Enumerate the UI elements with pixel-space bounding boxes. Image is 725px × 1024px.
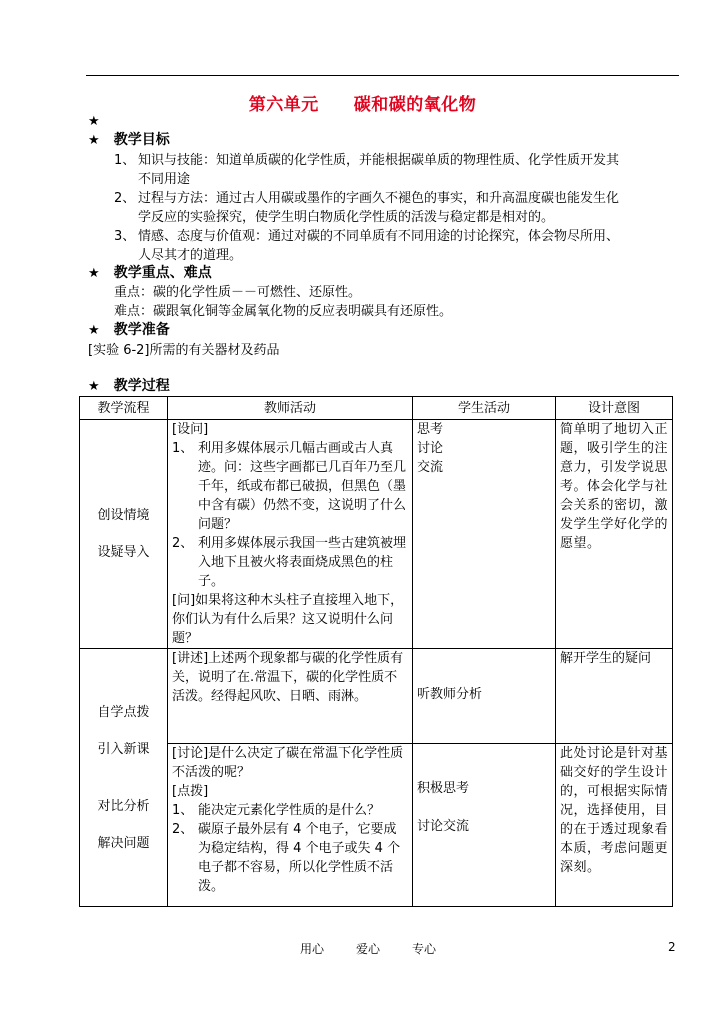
student-cell — [413, 649, 556, 907]
flow-step: 对比分析 — [97, 798, 150, 814]
column-header: 教学流程 — [80, 397, 168, 420]
item-number: 1、 — [172, 441, 194, 456]
footer-item: 用心 — [300, 942, 325, 956]
list-item — [172, 801, 408, 820]
table-header-row — [80, 397, 673, 420]
flow-cell — [80, 649, 168, 907]
star-icon: ★ — [88, 379, 100, 394]
student-part — [413, 649, 555, 743]
intent-cell — [556, 420, 673, 649]
student-activity: 交流 — [417, 460, 444, 475]
flow-step: 创设情境 — [97, 508, 150, 523]
intent-part — [556, 649, 672, 743]
focus-text: 重点：碳的化学性质－－可燃性、还原性。 — [114, 285, 362, 300]
footer-item: 专心 — [412, 942, 437, 956]
teacher-question: [问]如果将这种木头柱子直接埋入地下，你们认为有什么后果？这又说明什么问题？ — [172, 593, 404, 646]
star-icon: ★ — [88, 114, 100, 129]
page-title: 第六单元 碳和碳的氧化物 — [248, 95, 477, 115]
student-activity: 听教师分析 — [417, 687, 483, 702]
flow-step: 自学点拨 — [97, 704, 150, 720]
process-table — [79, 396, 673, 907]
goal-number: 3、 — [114, 229, 136, 244]
goal-text-line: 过程与方法：通过古人用碳或墨作的字画久不褪色的事实，和升高温度碳也能发生化 — [138, 191, 620, 206]
list-item — [172, 439, 408, 534]
teacher-cell — [168, 649, 413, 907]
student-activity: 积极思考 — [417, 781, 470, 796]
intent-cell — [556, 649, 673, 907]
student-activity: 讨论 — [417, 441, 444, 456]
goal-text-line: 学反应的实验探究，使学生明白物质化学性质的活泼与稳定都是相对的。 — [138, 210, 555, 225]
column-header: 学生活动 — [413, 397, 556, 420]
page-number: 2 — [668, 940, 676, 954]
item-text: 能决定元素化学性质的是什么？ — [198, 803, 381, 818]
student-cell — [413, 420, 556, 649]
goal-text-line: 情感、态度与价值观：通过对碳的不同单质有不同用途的讨论探究，体会物尽所用、 — [138, 229, 620, 244]
prep-heading-row — [88, 321, 170, 340]
flow-step: 引入新课 — [97, 741, 150, 757]
flow-step: 解决问题 — [97, 835, 150, 851]
item-number: 2、 — [172, 536, 194, 551]
teacher-text: [讨论]是什么决定了碳在常温下化学性质不活泼的呢？ — [172, 746, 404, 780]
star-icon: ★ — [88, 266, 100, 281]
column-header: 教师活动 — [168, 397, 413, 420]
table-row — [80, 649, 673, 907]
goal-number: 1、 — [114, 153, 136, 168]
goal-text-line: 不同用途 — [138, 172, 191, 187]
item-text: 利用多媒体展示几幅古画或古人真迹。问：这些字画都已几百年乃至几千年，纸或布都已破损，但黑色（墨中含有碳）仍然不变，这说明了什么问题？ — [198, 441, 407, 532]
student-part — [413, 744, 555, 904]
student-activity: 思考 — [417, 422, 444, 437]
goals-heading-row — [88, 131, 170, 150]
prep-heading: 教学准备 — [113, 322, 170, 338]
item-text: 碳原子最外层有 4 个电子，它要成为稳定结构，得 4 个电子或失 4 个电子都不容易，所以化学性质不活泼。 — [198, 822, 401, 894]
star-icon: ★ — [88, 133, 100, 148]
difficulty-text: 难点：碳跟氧化铜等金属氧化物的反应表明碳具有还原性。 — [114, 304, 453, 319]
table-row — [80, 420, 673, 649]
teacher-cell — [168, 420, 413, 649]
goal-text-line: 知识与技能：知道单质碳的化学性质，并能根据碳单质的物理性质、化学性质开发其 — [138, 153, 620, 168]
process-heading: 教学过程 — [113, 378, 170, 394]
process-heading-row — [88, 377, 170, 396]
list-item — [172, 820, 408, 896]
header-rule — [86, 75, 679, 76]
footer-item: 爱心 — [356, 942, 381, 956]
student-activity: 讨论交流 — [417, 819, 470, 834]
star-icon: ★ — [88, 323, 100, 338]
teacher-tag: [设问] — [172, 422, 209, 437]
intent-part — [556, 744, 672, 877]
intent-text: 解开学生的疑问 — [560, 651, 652, 666]
item-number: 1、 — [172, 803, 194, 818]
goal-text-line: 人尽其才的道理。 — [138, 248, 243, 263]
intent-text: 简单明了地切入正题，吸引学生的注意力，引发学说思考。体会化学与社会关系的密切，激发学生学好化学的愿望。 — [560, 422, 669, 551]
teacher-part — [168, 649, 412, 743]
flow-step: 设疑导入 — [97, 545, 150, 560]
goals-heading: 教学目标 — [113, 132, 170, 148]
teacher-text: [讲述]上述两个现象都与碳的化学性质有关，说明了在.常温下，碳的化学性质不活泼。经得起风吹、日晒、雨淋。 — [172, 651, 404, 704]
teacher-part — [168, 744, 412, 896]
prep-text: [实验 6-2]所需的有关器材及药品 — [88, 343, 280, 358]
item-text: 利用多媒体展示我国一些古建筑被埋入地下且被火将表面烧成黑色的柱子。 — [198, 536, 407, 589]
teacher-tag: [点拨] — [172, 784, 209, 799]
item-number: 2、 — [172, 822, 194, 837]
keypoints-heading-row — [88, 264, 212, 283]
list-item — [172, 534, 408, 591]
intent-text: 此处讨论是针对基础交好的学生设计的，可根据实际情况，选择使用，目的在于透过现象看本质，考虑问题更深刻。 — [560, 746, 669, 875]
keypoints-heading: 教学重点、难点 — [113, 265, 212, 281]
column-header: 设计意图 — [556, 397, 673, 420]
flow-cell — [80, 420, 168, 649]
goal-number: 2、 — [114, 191, 136, 206]
